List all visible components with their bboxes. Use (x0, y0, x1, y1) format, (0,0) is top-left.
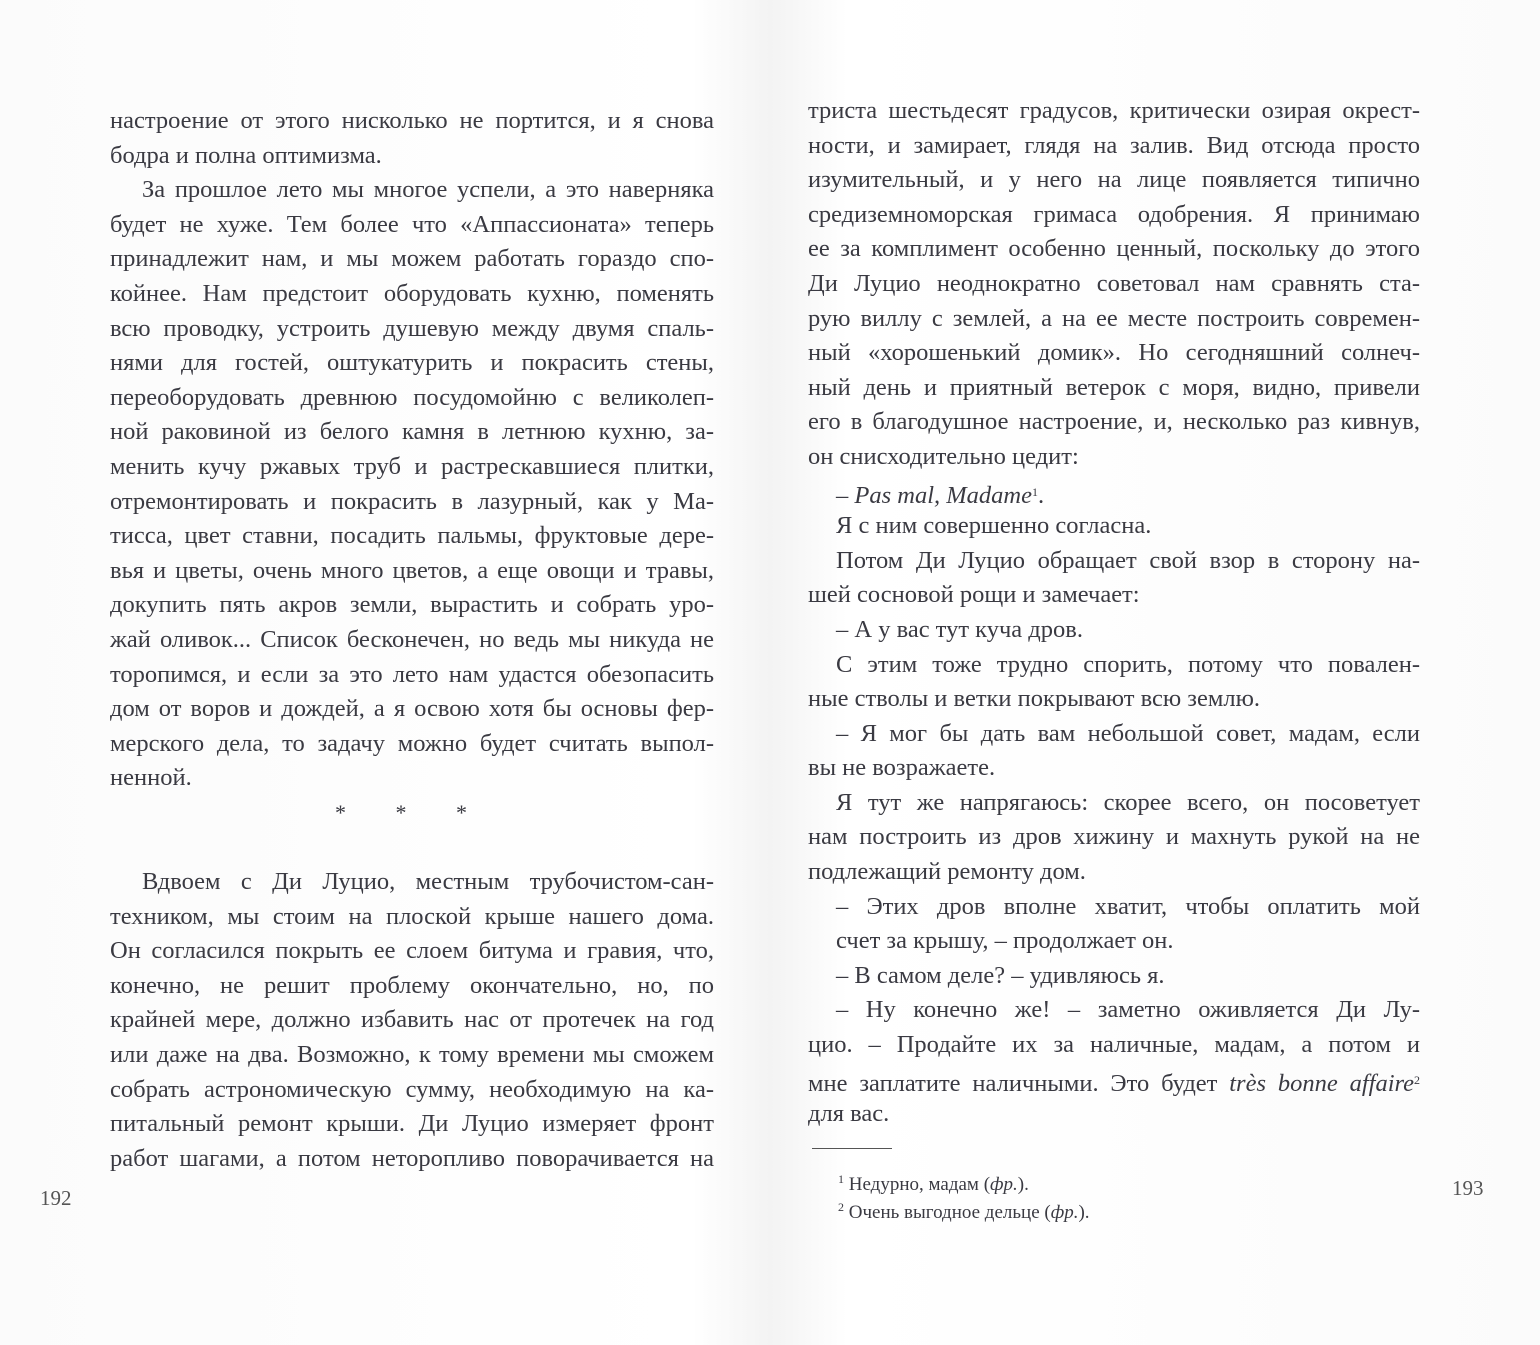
text-line: собрать астрономическую сумму, необходимую на ка- (110, 1075, 714, 1103)
left-text-block-1 (110, 104, 714, 796)
text-line: всю проводку, устроить душевую между двумя спаль- (110, 314, 714, 342)
text-line: ный «хорошенький домик». Но сегодняшний солнеч- (808, 339, 1420, 367)
text-line: – А у вас тут куча дров. (836, 615, 1083, 643)
text-line: изумительный, и у него на лице появляется типично (808, 166, 1420, 194)
footnote-1: $^1$ Недурно, мадам (фр.). (838, 1171, 1029, 1195)
text-line: крайней мере, должно избавить нас от протечек на год (110, 1006, 714, 1034)
text-line: подлежащий ремонту дом. (808, 858, 1086, 886)
french-phrase: très bonne affaire (1229, 1069, 1415, 1097)
text-line: техником, мы стоим на плоской крыше нашего дома. (110, 902, 714, 930)
text-line: триста шестьдесят градусов, критически озирая окрест- (808, 97, 1420, 124)
text-line: Он согласился покрыть ее слоем битума и гравия, что, (110, 937, 714, 965)
footnote-2: $^2$ Очень выгодное дельце (фр.). (838, 1199, 1090, 1223)
text-line: С этим тоже трудно спорить, потому что повален- (836, 650, 1420, 678)
text-line: ной раковиной из белого камня в летнюю кухню, за- (110, 418, 714, 446)
text-line: менить кучу ржавых труб и растрескавшиеся плитки, (110, 452, 714, 480)
text-line: – Ну конечно же! – заметно оживляется Ди Лу- (836, 996, 1420, 1024)
text-line: вы не возражаете. (808, 754, 996, 782)
text-line: настроение от этого нисколько не портится, и я снова (110, 107, 714, 134)
text-line: Вдвоем с Ди Луцио, местным трубочистом-сан- (142, 868, 714, 896)
text-line: ный день и приятный ветерок с моря, видно, привели (808, 373, 1420, 401)
page-number-right: 193 (1452, 1176, 1484, 1200)
text-line: конечно, не решит проблему окончательно, но, по (110, 971, 714, 999)
text-line: Потом Ди Луцио обращает свой взор в сторону на- (836, 546, 1420, 574)
text-line: – Я мог бы дать вам небольшой совет, мадам, если (836, 719, 1420, 747)
text-line: счет за крышу, – продолжает он. (836, 927, 1174, 955)
text-line: нам построить из дров хижину и махнуть рукой на не (808, 823, 1420, 851)
left-text-block-2 (110, 865, 714, 1176)
text-line: ненной. (110, 764, 192, 792)
text-line: ее за комплимент особенно ценный, поскольку до этого (808, 235, 1420, 263)
section-break: * * * (335, 799, 489, 825)
quote-italic: Pas mal, Madame (854, 481, 1032, 509)
text-line: докупить пять акров земли, вырастить и собрать уро- (110, 591, 714, 619)
text-line: он снисходительно цедит: (808, 442, 1079, 470)
text-line: ные стволы и ветки покрывают всю землю. (808, 685, 1261, 713)
text-line: тисса, цвет ставни, посадить пальмы, фруктовые дере- (110, 522, 714, 550)
text-line: переоборудовать древнюю посудомойню с великолеп- (110, 383, 714, 411)
text-line: мерского дела, то задачу можно будет считать выпол- (110, 729, 714, 757)
footnote-ref-2: 2 (1414, 1072, 1421, 1087)
text-line: За прошлое лето мы многое успели, а это наверняка (142, 176, 714, 204)
text-line: Ди Луцио неоднократно советовал нам сравнять ста- (808, 269, 1420, 297)
text-line: принадлежит нам, и мы можем работать гораздо спо- (110, 245, 714, 273)
text-line: нями для гостей, оштукатурить и покрасить стены, (110, 349, 714, 377)
right-text-block-2 (808, 509, 1420, 1063)
text-line: работ шагами, а потом неторопливо поворачивается на (110, 1144, 714, 1172)
text-line: койнее. Нам предстоит оборудовать кухню, поменять (110, 279, 714, 307)
text-line: Я с ним совершенно согласна. (836, 512, 1152, 540)
text-line: или даже на два. Возможно, к тому времени мы сможем (110, 1041, 714, 1069)
footnote-rule (812, 1148, 892, 1149)
text-line: будет не хуже. Тем более что «Аппассионата» теперь (110, 210, 714, 238)
text-line: вья и цветы, очень много цветов, а еще овощи и травы, (110, 556, 714, 584)
quote-line: – Pas mal, Madame$^1$. (836, 481, 1045, 509)
text-line: отремонтировать и покрасить в лазурный, как у Ма- (110, 487, 714, 515)
text-line: цио. – Продайте их за наличные, мадам, а потом и (808, 1031, 1420, 1059)
text-line: – Этих дров вполне хватит, чтобы оплатить мой (836, 892, 1420, 920)
right-text-block-1 (808, 94, 1420, 475)
text-line: мне заплатите наличными. Это будет très bonne affaire$^2$ (808, 1069, 1421, 1097)
text-line: – В самом деле? – удивляюсь я. (836, 961, 1165, 989)
text-line: питальный ремонт крыши. Ди Луцио измеряет фронт (110, 1110, 714, 1138)
text-line: бодра и полна оптимизма. (110, 141, 382, 169)
text-line: Я тут же напрягаюсь: скорее всего, он посоветует (836, 788, 1420, 816)
page-number-left: 192 (40, 1186, 72, 1210)
text-line: дом от воров и дождей, а я освою хотя бы основы фер- (110, 695, 714, 723)
text-line: торопимся, и если за это лето нам удастся обезопасить (110, 660, 714, 688)
text-line: для вас. (808, 1100, 890, 1128)
text-line: его в благодушное настроение, и, несколько раз кивнув, (808, 408, 1420, 436)
text-line: шей сосновой рощи и замечает: (808, 581, 1140, 609)
text-line: средиземноморская гримаса одобрения. Я принимаю (808, 200, 1420, 228)
footnote-ref-1: 1 (1031, 484, 1038, 499)
right-page (808, 94, 1420, 1221)
text-line: жай оливок... Список бесконечен, но ведь мы никуда не (110, 625, 714, 653)
text-line: рую виллу с землей, а на ее месте построить современ- (808, 304, 1420, 332)
left-page (110, 104, 714, 1176)
text-line: ности, и замирает, глядя на залив. Вид отсюда просто (808, 131, 1420, 159)
